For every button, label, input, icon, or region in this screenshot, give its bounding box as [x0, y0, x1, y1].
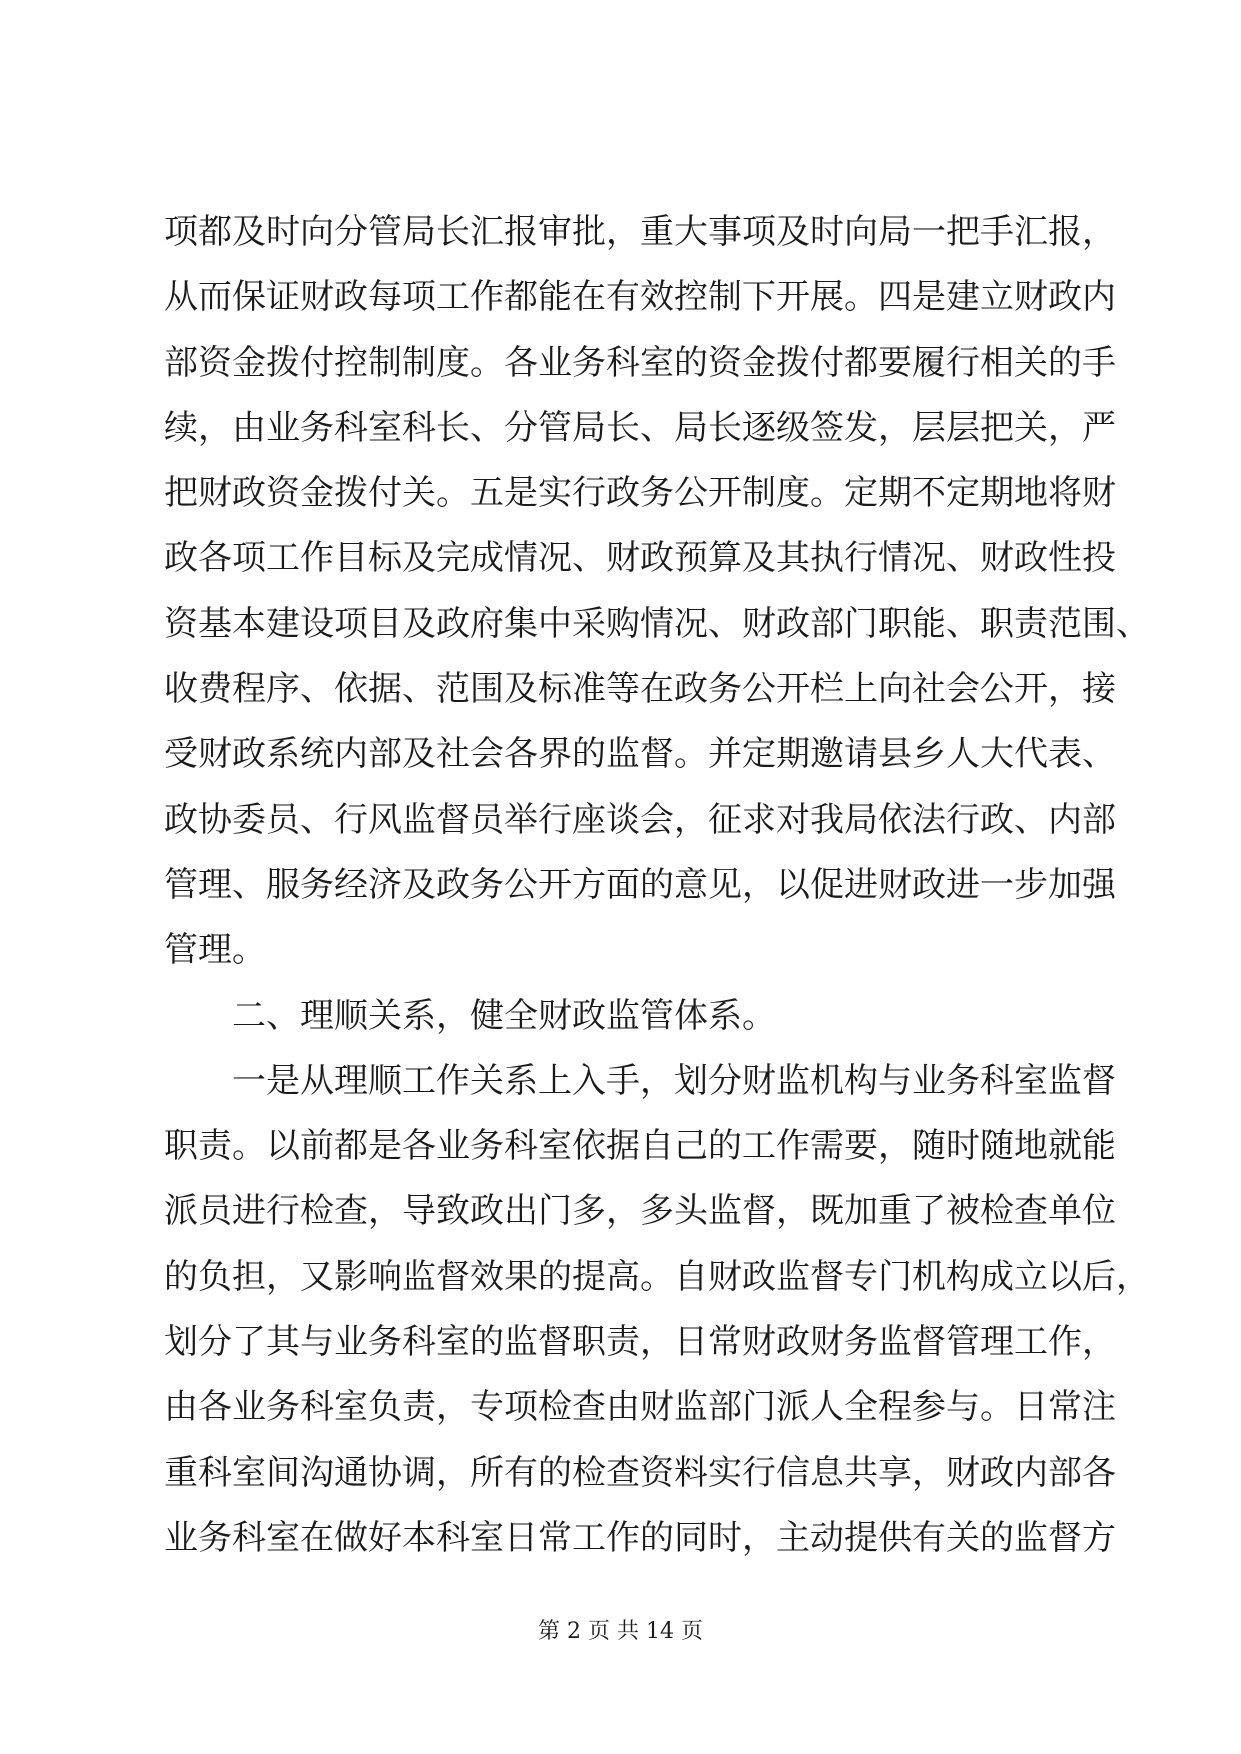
text-line: 一是从理顺工作关系上入手，划分财监机构与业务科室监督 — [232, 1060, 1116, 1101]
text-line: 部资金拨付控制制度。各业务科室的资金拨付都要履行相关的手 — [164, 342, 1116, 383]
text-line: 收费程序、依据、范围及标准等在政务公开栏上向社会公开，接 — [164, 669, 1116, 710]
text-line: 政各项工作目标及完成情况、财政预算及其执行情况、财政性投 — [164, 538, 1116, 579]
text-line: 业务科室在做好本科室日常工作的同时，主动提供有关的监督方 — [164, 1517, 1116, 1558]
document-body — [164, 208, 1150, 1579]
text-line: 由各业务科室负责，专项检查由财监部门派人全程参与。日常注 — [164, 1387, 1116, 1428]
text-line: 政协委员、行风监督员举行座谈会，征求对我局依法行政、内部 — [164, 799, 1116, 840]
text-line: 项都及时向分管局长汇报审批，重大事项及时向局一把手汇报， — [164, 212, 1116, 252]
text-line: 把财政资金拨付关。五是实行政务公开制度。定期不定期地将财 — [164, 473, 1116, 514]
text-line: 的负担，又影响监督效果的提高。自财政监督专门机构成立以后， — [164, 1256, 1150, 1297]
text-line: 管理。 — [164, 930, 266, 971]
text-line: 重科室间沟通协调，所有的检查资料实行信息共享，财政内部各 — [164, 1452, 1116, 1493]
text-line: 从而保证财政每项工作都能在有效控制下开展。四是建立财政内 — [164, 277, 1116, 318]
text-line: 续，由业务科室科长、分管局长、局长逐级签发，层层把关，严 — [164, 407, 1116, 448]
text-line: 划分了其与业务科室的监督职责，日常财政财务监督管理工作， — [164, 1322, 1116, 1363]
text-line: 管理、服务经济及政务公开方面的意见，以促进财政进一步加强 — [164, 864, 1116, 905]
section-heading: 二、理顺关系，健全财政监管体系。 — [232, 995, 776, 1036]
text-line: 派员进行检查，导致政出门多，多头监督，既加重了被检查单位 — [164, 1191, 1116, 1232]
page-number-footer: 第 2 页 共 14 页 — [538, 1619, 703, 1644]
text-line: 职责。以前都是各业务科室依据自己的工作需要，随时随地就能 — [164, 1126, 1116, 1167]
text-line: 受财政系统内部及社会各界的监督。并定期邀请县乡人大代表、 — [164, 734, 1116, 775]
text-line: 资基本建设项目及政府集中采购情况、财政部门职能、职责范围、 — [164, 603, 1150, 644]
